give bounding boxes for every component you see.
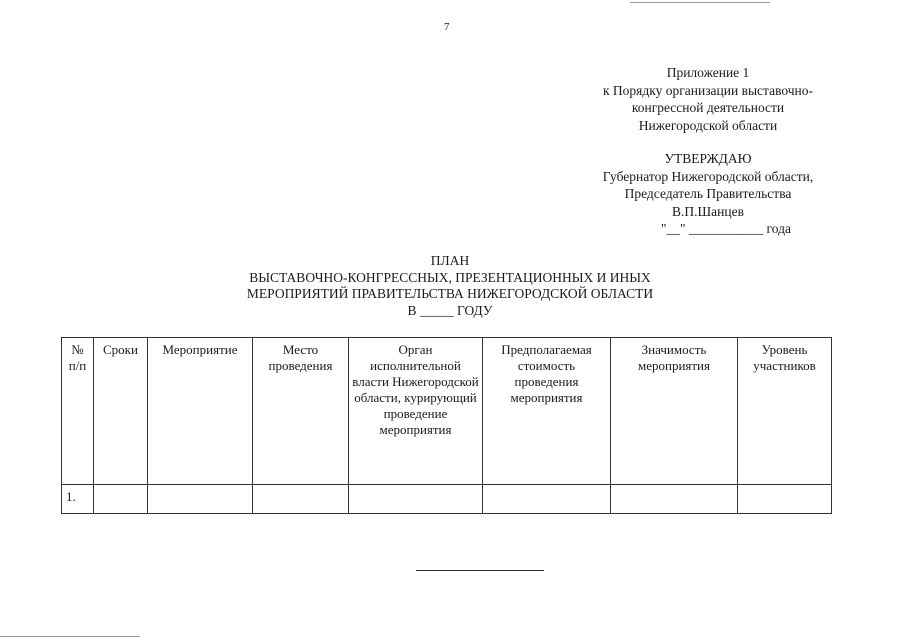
header-participants: Уровень участников: [738, 338, 832, 485]
plan-title: ПЛАН: [430, 253, 470, 268]
table-cell: [94, 485, 148, 514]
header-event: Мероприятие: [148, 338, 253, 485]
appendix-line: Приложение 1: [666, 65, 750, 80]
table-cell: [611, 485, 738, 514]
page-number: 7: [444, 21, 450, 33]
appendix-line: Нижегородской области: [638, 117, 778, 133]
scan-artifact: [0, 636, 140, 637]
table-header-row: [62, 338, 832, 485]
table-cell: [349, 485, 483, 514]
approval-block: [560, 150, 856, 238]
approval-line: Губернатор Нижегородской области,: [602, 168, 814, 184]
header-number: № п/п: [62, 338, 94, 485]
closing-rule: [416, 570, 544, 571]
appendix-line: конгрессной деятельности: [631, 100, 785, 115]
plan-subtitle-line: МЕРОПРИЯТИЙ ПРАВИТЕЛЬСТВА НИЖЕГОРОДСКОЙ ОБЛАСТИ: [246, 286, 654, 301]
table-cell: [148, 485, 253, 514]
table-row: [62, 485, 832, 514]
plan-subtitle-line: ВЫСТАВОЧНО-КОНГРЕССНЫХ, ПРЕЗЕНТАЦИОННЫХ И ИНЫХ: [249, 269, 651, 285]
plan-year-line: В _____ ГОДУ: [407, 302, 493, 318]
appendix-block: [560, 64, 856, 134]
plan-title-block: [150, 253, 750, 319]
table-cell: [738, 485, 832, 514]
header-authority: Орган исполнительной власти Нижегородской области, курирующий проведение мероприятия: [349, 338, 483, 485]
approval-line: Председатель Правительства: [624, 186, 792, 201]
approval-date-line: "__" ___________ года: [661, 221, 791, 236]
table-cell: 1.: [62, 485, 94, 514]
appendix-line: к Порядку организации выставочно-: [602, 82, 814, 98]
table-cell: [483, 485, 611, 514]
header-venue: Место проведения: [253, 338, 349, 485]
plan-table: [61, 337, 832, 514]
approval-heading: УТВЕРЖДАЮ: [664, 151, 752, 166]
scan-artifact: [630, 2, 770, 3]
approval-signatory: В.П.Шанцев: [672, 203, 744, 219]
header-cost: Предполагаемая стоимость проведения мероприятия: [483, 338, 611, 485]
header-dates: Сроки: [94, 338, 148, 485]
header-significance: Значимость мероприятия: [611, 338, 738, 485]
table-cell: [253, 485, 349, 514]
